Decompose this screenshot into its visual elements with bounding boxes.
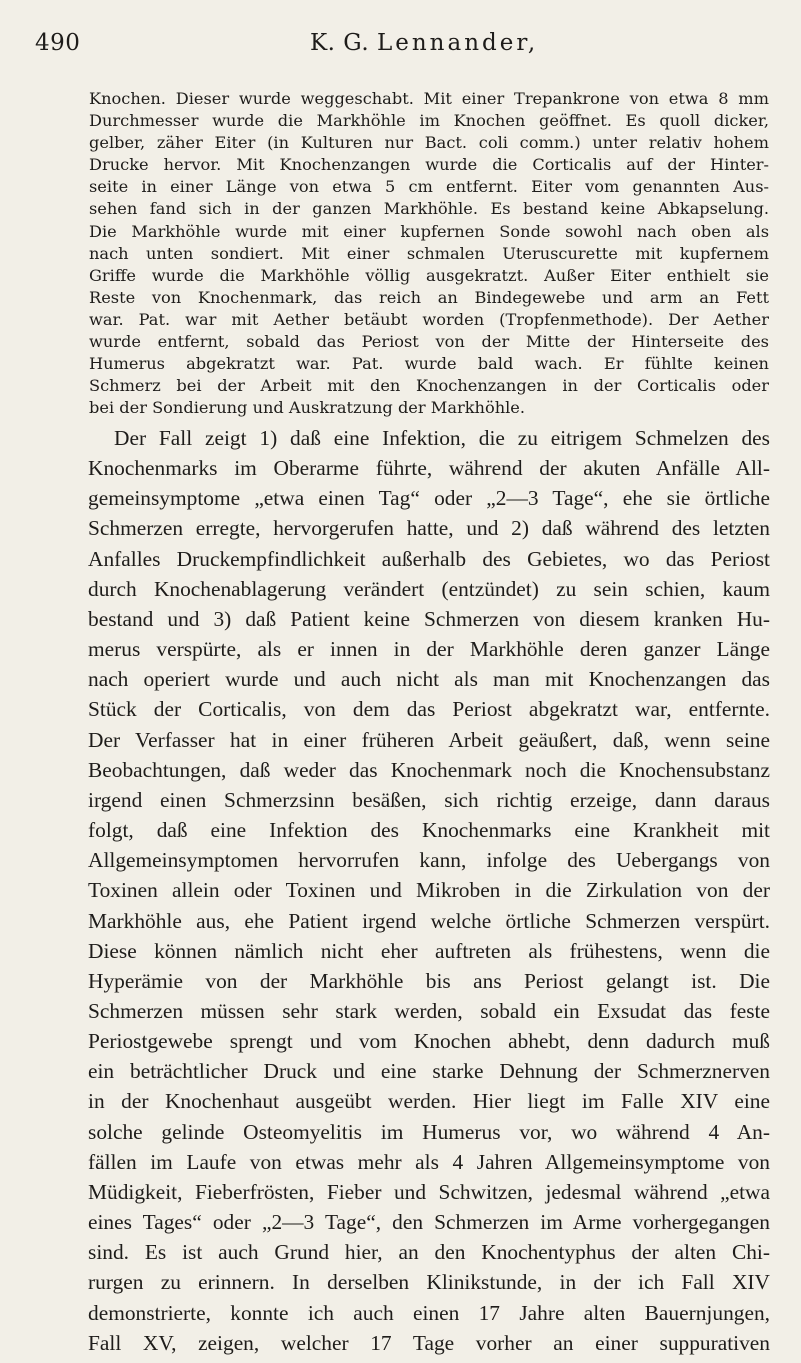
text-line: fällen im Laufe von etwas mehr als 4 Jahren Allgemeinsymptome von [88, 1149, 770, 1174]
text-line: Der Verfasser hat in einer früheren Arbeit geäußert, daß, wenn seine [88, 727, 770, 752]
text-line: ein beträchtlicher Druck und eine starke Dehnung der Schmerznerven [88, 1059, 770, 1084]
text-line: Beobachtungen, daß weder das Knochenmark noch die Knochensubstanz [88, 757, 770, 782]
text-line: Reste von Knochenmark, das reich an Bindegewebe und arm an Fett [89, 287, 769, 307]
discussion-paragraph [88, 423, 770, 1358]
text-line: Humerus abgekratzt war. Pat. wurde bald wach. Er fühlte keinen [89, 354, 769, 374]
text-line: wurde entfernt, sobald das Periost von der Mitte der Hinterseite des [89, 332, 769, 352]
text-line: Periostgewebe sprengt und vom Knochen abhebt, denn dadurch muß [88, 1029, 770, 1054]
text-line: nach unten sondiert. Mit einer schmalen Uteruscurette mit kupfernem [89, 243, 769, 263]
text-line: Knochenmarks im Oberarme führte, während der akuten Anfälle All- [88, 456, 770, 481]
text-line: solche gelinde Osteomyelitis im Humerus vor, wo während 4 An- [88, 1119, 770, 1144]
text-line: eines Tages“ oder „2—3 Tage“, den Schmerzen im Arme vorhergegangen [88, 1210, 770, 1235]
text-line: Markhöhle aus, ehe Patient irgend welche örtliche Schmerzen verspürt. [88, 908, 770, 933]
text-line: bestand und 3) daß Patient keine Schmerzen von diesem kranken Hu- [88, 606, 770, 631]
text-line: Knochen. Dieser wurde weggeschabt. Mit einer Trepankrone von etwa 8 mm [89, 89, 769, 108]
text-line: gelber, zäher Eiter (in Kulturen nur Bact. coli comm.) unter relativ hohem [89, 133, 769, 153]
text-line: rurgen zu erinnern. In derselben Klinikstunde, in der ich Fall XIV [88, 1270, 770, 1295]
text-line: Diese können nämlich nicht eher auftreten als frühestens, wenn die [88, 938, 770, 963]
text-line: Schmerzen erregte, hervorgerufen hatte, und 2) daß während des letzten [88, 516, 770, 541]
text-line: Toxinen allein oder Toxinen und Mikroben in die Zirkulation von der [88, 878, 770, 903]
text-line: sind. Es ist auch Grund hier, an den Knochentyphus der alten Chi- [88, 1240, 770, 1265]
text-line: bei der Sondierung und Auskratzung der Markhöhle. [89, 398, 526, 418]
text-line: Allgemeinsymptomen hervorrufen kann, infolge des Uebergangs von [88, 848, 770, 873]
text-line: Der Fall zeigt 1) daß eine Infektion, die zu eitrigem Schmelzen des [114, 426, 770, 450]
text-line: in der Knochenhaut ausgeübt werden. Hier liegt im Falle XIV eine [88, 1089, 770, 1114]
text-line: war. Pat. war mit Aether betäubt worden (Tropfenmethode). Der Aether [89, 309, 769, 329]
text-line: folgt, daß eine Infektion des Knochenmarks eine Krankheit mit [88, 818, 770, 843]
text-line: Die Markhöhle wurde mit einer kupfernen Sonde sowohl nach oben als [89, 221, 769, 241]
text-line: Stück der Corticalis, von dem das Periost abgekratzt war, entfernte. [88, 697, 770, 722]
text-line: durch Knochenablagerung verändert (entzündet) zu sein schien, kaum [88, 576, 770, 601]
page-number: 490 [35, 30, 81, 56]
author-initials: K. G. [310, 30, 370, 56]
text-line: nach operiert wurde und auch nicht als man mit Knochenzangen das [88, 667, 770, 692]
text-line: Durchmesser wurde die Markhöhle im Knochen geöffnet. Es quoll dicker, [89, 111, 769, 131]
text-line: Anfalles Druckempfindlichkeit außerhalb des Gebietes, wo das Periost [88, 546, 770, 571]
text-line: demonstrierte, konnte ich auch einen 17 Jahre alten Bauernjungen, [88, 1300, 770, 1325]
text-line: Fall XV, zeigen, welcher 17 Tage vorher an einer suppurativen [88, 1330, 770, 1355]
text-line: merus verspürte, als er innen in der Markhöhle deren ganzer Länge [88, 637, 770, 662]
text-line: Schmerzen müssen sehr stark werden, sobald ein Exsudat das feste [88, 998, 770, 1023]
text-line: Schmerz bei der Arbeit mit den Knochenzangen in der Corticalis oder [89, 376, 769, 396]
text-line: seite in einer Länge von etwa 5 cm entfernt. Eiter vom genannten Aus- [89, 177, 769, 197]
text-line: irgend einen Schmerzsinn besäßen, sich richtig erzeige, dann daraus [88, 787, 770, 812]
text-line: gemeinsymptome „etwa einen Tag“ oder „2—3 Tage“, ehe sie örtliche [88, 486, 770, 511]
running-head-author [310, 30, 538, 56]
text-line: Hyperämie von der Markhöhle bis ans Periost gelangt ist. Die [88, 968, 770, 993]
text-line: Müdigkeit, Fieberfrösten, Fieber und Schwitzen, jedesmal während „etwa [88, 1179, 770, 1204]
running-header [35, 30, 761, 70]
author-surname: Lennander, [376, 30, 539, 56]
text-line: Griffe wurde die Markhöhle völlig ausgekratzt. Außer Eiter enthielt sie [89, 265, 769, 285]
text-line: sehen fand sich in der ganzen Markhöhle. Es bestand keine Abkapselung. [89, 199, 769, 219]
case-report-paragraph [89, 88, 769, 419]
text-line: Drucke hervor. Mit Knochenzangen wurde die Corticalis auf der Hinter- [89, 155, 769, 175]
